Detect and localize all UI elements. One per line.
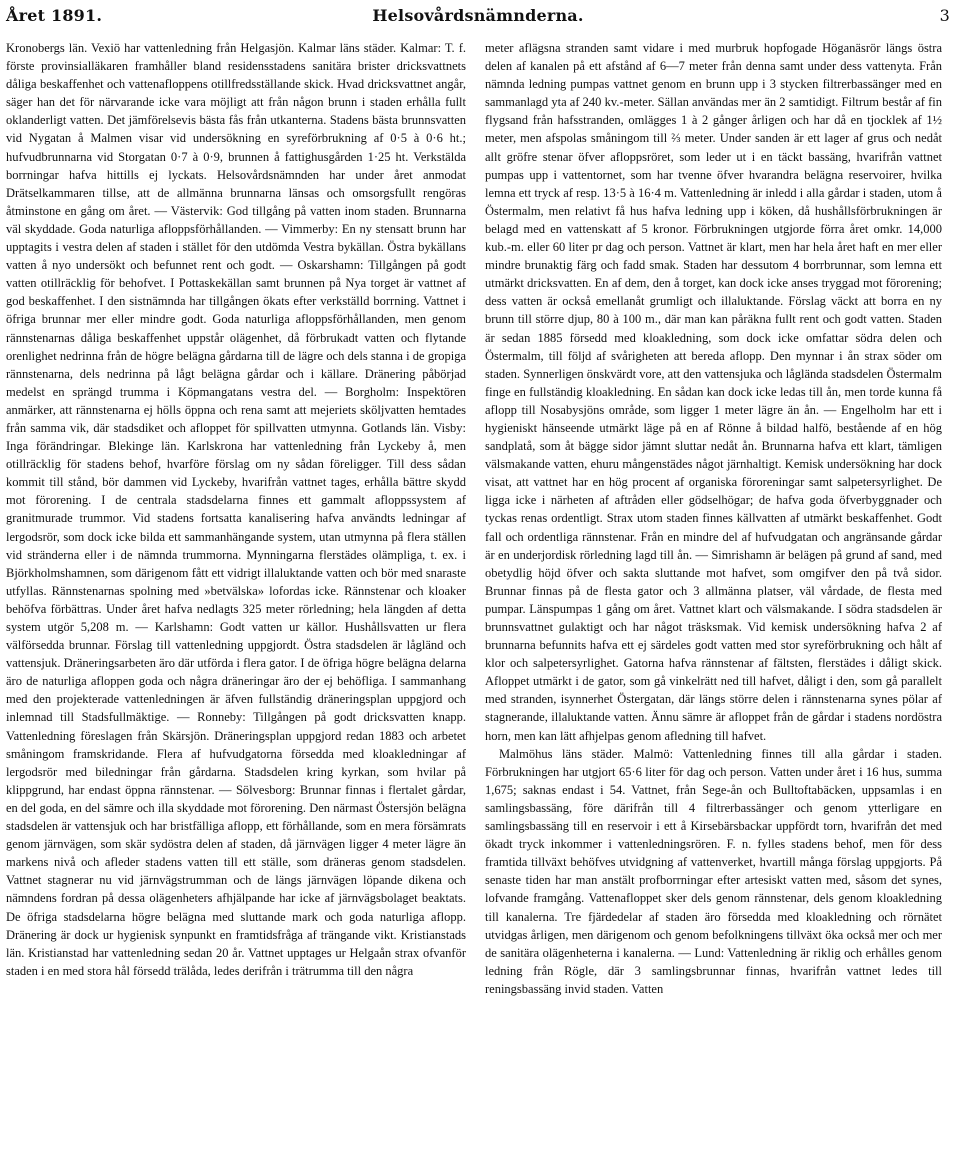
left-column-paragraph: Kronobergs län. Vexiö har vattenledning från Helgasjön. Kalmar läns städer. Kalmar: T. f. förste provinsialläkaren framhåller bland residensstadens sanitära brister dricksvattnets dåliga beskaffenhet och vattenafloppens otillfredsställande skick. Hvad dricksvattnet angår, säger han det för närvarande icke vara möjligt att från någon brunn i staden erhålla fullt oklanderligt vatten. Det jämförelsevis bästa fås från utkanterna. Stadens bästa brunnsvatten vid Nygatan å Malmen visar vid undersökning en syreförbrukning af 0·5 à 0·6 ht.; hufvudbrunnarna vid Storgatan 0·7 à 0·9, brunnen å fattighusgården 1·25 ht. Verkstälda borrningar hafva hittills ej lyckats. Helsovårdsnämnden har under året anmodat Drätselkammaren tillse, att de allmänna brunnarna länsas och omsorgsfullt rengöras åtminstone en gång om året. — Västervik: God tillgång på vatten inom staden. Brunnarna väl skyddade. Goda naturliga afloppsförhållanden. — Vimmerby: En ny stensatt brunn har upptagits i vestra delen af staden i stället för den utdömda Vestra bykällan. Östra bykällans vatten å nyo undersökt och befunnet rent och godt. — Oskarshamn: Tillgången på godt vatten otillräcklig för behofvet. I Pottaskekällan samt brunnen på Nya torget är vattnet af god beskaffenhet. I den sistnämnda har tillgången ökats efter verkställd borrning. Vattnet i öfriga brunnar mer eller mindre godt. Goda naturliga afloppsförhållanden, men genom rännstenarnas dåliga beskaffenhet uppstår olägenhet, då förbrukadt vatten och flytande orenlighet nedrinna från de högre belägna gårdarna till de lägre och dels stanna i de gropiga rännstenarna, dels nedrinna på lågt belägna gårdar och i källare. Dränering påbörjad medelst en sprängd trumma i Köpmangatans vestra del. — Borgholm: Inspektören anmärker, att rännstenarna ej hölls öppna och rena samt att mejeriets sköljvatten hemtades från samma vik, där stadsdiket och afloppet för spillvatten utmynna. Gotlands län. Visby: Inga förändringar. Blekinge län. Karlskrona har vattenledning från Lyckeby å, men otillräcklig för stadens behof, hvarföre förslag om ny sådan föreligger. Till dess sådan kommit till stånd, bör dammen vid Lyckeby, hvarifrån vattnet tages, erhålla bättre skydd mot förorening. I de centrala stadsdelarna finnes ett gammalt afloppssystem af granitmurade trummor. Vid stadens fortsatta kanalisering hafva användts ledningar af lergodsrör, som dock icke bilda ett sammanhängande system, utan utmynna på flera ställen vid stränderna eller i de nämnda trummorna. Mynningarna flerstädes olämpliga, t. ex. i Björkholmshamnen, som därigenom fått ett vidrigt illaluktande vatten och bör med snaraste utfyllas. Rännstenarnas spolning med »betvälska» lofordas icke. Rännstenar och kloaker behöfva förbättras. Under året hafva nedlagts 325 meter rörledning; hela längden af detta system utgör 5,208 m. — Karlshamn: Godt vatten ur källor. Hushållsvatten ur flera välförsedda brunnar. Förslag till vattenledning uppgjordt. Östra stadsdelen är lågländ och vattensjuk. Dräneringsarbeten äro där utförda i flera gator. I de öfriga högre belägna delarna äro de naturliga afloppen goda och några dräneringar äro der ej behöfliga. I sammanhang med den projekterade vattenledningen är äfven fullständig dräneringsplan uppgjord och inlemnad till Stadsfullmäktige. — Ronneby: Tillgången på godt dricksvatten knapp. Vattenledning föreslagen från Skärsjön. Dräneringsplan uppgjord redan 1883 och arbetet småningom framskridande. Flera af hufvudgatorna försedda med kloakledningar af lergodsrör med biledningar från gårdarna. Stadsdelen kring kyrkan, som hvilar på klippgrund, har endast öppna rännstenar. — Sölvesborg: Brunnar finnas i flertalet gårdar, en del goda, en del sämre och illa skyddade mot förorening. Den närmast Östersjön belägna stadsdelen är vattensjuk och har bristfälliga aflopp, ett förhållande, som en mera försämrats genom järnvägen, som skär sydöstra delen af staden, då järnvägen ligger 4 meter lägre än markens nivå och afleder stadens vatten till ett ställe, som dräneras genom stadsdelen. Vattnet stagnerar nu vid järnvägstrumman och de längs järnvägen löpande dikena och nämndens fordran på dessa olägenheters afhjälpande har icke af järnvägsbolaget beaktats. De öfriga stadsdelarna högre belägna med sluttande mark och goda naturliga aflopp. Dränering är dock ur hygienisk synpunkt en framtidsfråga af trängande vikt. Kristianstads län. Kristianstad har vattenledning sedan 20 år. Vattnet upptages ur Helgaån strax ofvanför staden i en med stora hål försedd trälåda, ledes derifrån i trätrumma till den några <box>6 41 466 978</box>
left-text-column <box>6 39 466 1176</box>
right-column-paragraph-malmohus: Malmöhus läns städer. Malmö: Vattenledning finnes till alla gårdar i staden. Förbrukningen har utgjort 65·6 liter för dag och person. Vatten under året i 16 hus, summa 1,675; saknas endast i 54. Vattnet, från Sege-ån och Bulltoftabäcken, uppsamlas i en samlingsbassäng, före därifrån till 4 filtrerbassänger och genom ytterligare en samlingsbassäng till en reservoir i ett å Kirsebärsbackar uppfördt torn, hvarifrån det med ökadt tryck inkommer i vattenledningsrören. F. n. fylles stadens behof, men för dess framtida tillväxt behöfves utvidgning af vattenverket, hvartill många förslag uppgjorts. På senaste tiden har man anstält profborrningar efter artesiskt vatten med, såsom det synes, lofvande framgång. Vattenafloppet sker dels genom rännstenar, dels genom kloakledning till kanalerna. Tre fjärdedelar af staden äro försedda med kloakledning och rörnätet utvidgas årligen, men därigenom och genom befolkningens tillväxt öka också mer och mer de sanitära olägenheterna i kanalerna. — Lund: Vattenledning är riklig och erhålles genom ledning från Rögle, där 3 samlingsbrunnar finnas, hvarifrån vattnet ledes till reningsbassäng invid staden. Vatten <box>485 746 942 996</box>
header-year: Året 1891. <box>6 6 103 25</box>
header-section-title: Helsovårdsnämnderna. <box>372 6 584 25</box>
page-number: 3 <box>939 6 950 25</box>
right-text-column <box>485 39 942 1176</box>
right-column-paragraph: meter aflägsna stranden samt vidare i med murbruk hopfogade Höganäsrör längs östra delen af kanalen på ett afstånd af 6—7 meter från denna samt under dess vattenyta. Från nämnda ledning pumpas vattnet genom en brunn upp i 3 stycken filtrerbassänger med en sammanlagd yta af 240 kv.-meter. Sällan användas mer än 2 samtidigt. Filtrum består af fin flygsand från hafsstranden, omlägges 1 à 2 gånger årligen och har då en tjocklek af 1½ meter, men afspolas småningom till ⅔ meter. Under sanden är ett lager af grus och nedåt allt gröfre stenar öfver afloppsröret, som leder ut i en täckt bassäng, hvarifrån vattnet pumpas upp i vattentornet, som har tvenne öfver hvarandra belägna reservoirer, hvilka lemna ett tryck af resp. 13·5 à 16·4 m. Vattenledning är inledd i alla gårdar i staden, utom å Östermalm, men relativt få hus hafva ledning upp i köken, då hushållsförbrukningen är belagd med en vattenskatt af 5 kronor. Förbrukningen utgjorde förra året omkr. 14,000 kub.-m. eller 60 liter pr dag och person. Vattnet är klart, men har hela året haft en mer eller mindre brunaktig färg och fadd smak. Staden har dessutom 4 borrbrunnar, som lemna ett utmärkt dricksvatten. En af dem, den å torget, kan dock icke anses tryggad mot förorening; dess vatten är också emellanåt grumligt och illaluktande. Förslag väckt att borra en ny brunn till större djup, 80 à 100 m., där man kan påräkna fullt rent och godt vatten. Staden är sedan 1885 försedd med kloakledning, som dock icke omfattar södra delen och Östermalm, till följd af svårigheten att bereda aflopp. Den mynnar i ån strax söder om staden. Synnerligen önskvärdt vore, att den vattensjuka och låglända stadsdelen Östermalm finge en fullständig kloakledning. En sådan kan dock icke ledas till ån, men torde kunna få aflopp till Nosabysjöns område, som ligger 1 meter lägre än ån. — Engelholm har ett i hygieniskt hänseende utmärkt läge på en af Rönne å bildad halfö, bestående af en hög sandplatå, som åt bägge sidor jämnt sluttar nedåt ån. Brunnarna hafva ett klart, tämligen välsmakande vatten, ehuru mångenstädes något järnhaltigt. Kemisk undersökning har dock visat, att vattnet har en hög procent af organiska föroreningar samt salpetersyrlighet. De ligga icke i närheten af aftråden eller gödselhögar; de hafva goda öfverbyggnader och tyckas renas ordentligt. Strax utom staden finnes källvatten af utmärkt beskaffenhet. Godt fall och ordentliga rännstenar. Från en mindre del af hufvudgatan och angränsande gårdar är en underjordisk rörledning lagd till ån. — Simrishamn är belägen på grund af sand, med obetydlig höjd öfver och sakta sluttande mot hafvet, som omgifver den på två sidor. Brunnar finnas på de flesta gator och 3 allmänna platser, väl vårdade, de flesta med pumpar. Länspumpas 1 gång om året. Vattnet klart och välsmakande. I södra stadsdelen är brunnsvattnet gulaktigt och har något träsksmak. Vid kemisk undersökning hafva 2 af brunnarna befunnits hafva ett ej särdeles godt vatten med stor syreförbrukning och hålt af klor och salpetersyrlighet. Gatorna hafva rännstenar af fältsten, flerstädes i dåligt skick. Afloppet utmärkt i de gator, som gå vinkelrätt ned till hafvet, dåligt i den, som gå parallelt med stranden, isynnerhet Östergatan, där längs större delen i rännstenarna synes pölar af stagnerande, illaluktande vatten. Ännu sämre är afloppet från de gårdar i stadens nordöstra horn, men kan lätt afhjelpas genom afledning till hafvet. <box>485 41 942 743</box>
page-header <box>6 6 950 28</box>
